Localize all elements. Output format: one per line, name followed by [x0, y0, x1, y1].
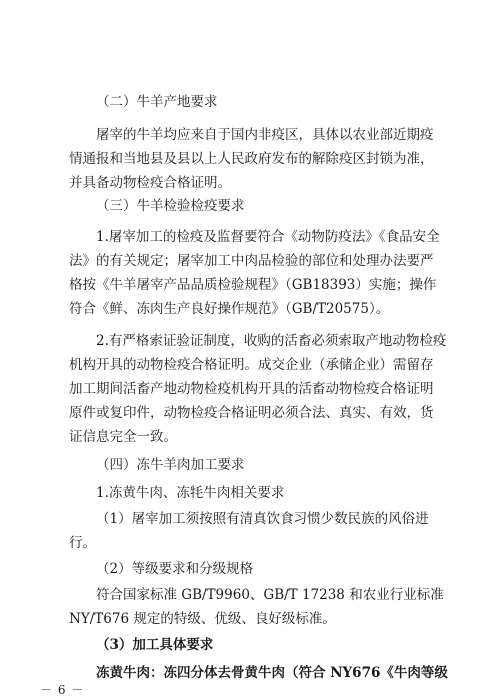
section-heading: （2）等级要求和分级规格 — [96, 561, 254, 577]
paragraph-line: 加工期间活畜产地动物检疫机构开具的活畜动物检疫合格证明 — [69, 381, 434, 397]
paragraph-line: 冻黄牛肉：冻四分体去骨黄牛肉（符合 NY676《牛肉等级 — [96, 665, 448, 681]
paragraph-line: 符合《鲜、冻肉生产良好操作规范》（GB/T20575）。 — [69, 301, 390, 317]
paragraph-line: （1）屠宰加工须按照有清真饮食习惯少数民族的风俗进 — [96, 511, 429, 527]
paragraph-line: 行。 — [69, 535, 96, 551]
paragraph-line: 情通报和当地县及县以上人民政府发布的解除疫区封锁为准， — [69, 151, 434, 167]
section-heading: 1.冻黄牛肉、冻牦牛肉相关要求 — [96, 485, 285, 501]
paragraph-line: 2.有严格索证验证制度，收购的活畜必须索取产地动物检疫 — [96, 333, 447, 349]
section-heading: （3）加工具体要求 — [96, 637, 214, 653]
section-heading: （二）牛羊产地要求 — [96, 94, 218, 110]
page-number: － 6 － — [40, 683, 85, 697]
section-heading: （三）牛羊检验检疫要求 — [96, 198, 245, 214]
paragraph-line: 原件或复印件，动物检疫合格证明必须合法、真实、有效，货 — [69, 405, 434, 421]
paragraph-line: 符合国家标准 GB/T9960、GB/T 17238 和农业行业标准 — [96, 587, 444, 603]
section-heading: （四）冻牛羊肉加工要求 — [96, 457, 245, 473]
paragraph-line: 格按《牛羊屠宰产品品质检验规程》（GB18393）实施；操作 — [69, 277, 437, 293]
paragraph-line: 1.屠宰加工的检疫及监督要符合《动物防疫法》《食品安全 — [96, 229, 440, 245]
paragraph-line: NY/T676 规定的特级、优级、良好级标准。 — [69, 611, 336, 627]
paragraph-line: 法》的有关规定；屠宰加工中肉品检验的部位和处理办法要严 — [69, 253, 434, 269]
paragraph-line: 机构开具的动物检疫合格证明。成交企业（承储企业）需留存 — [69, 357, 434, 373]
paragraph-line: 并具备动物检疫合格证明。 — [69, 175, 231, 191]
paragraph-line: 屠宰的牛羊均应来自于国内非疫区，具体以农业部近期疫 — [96, 127, 434, 143]
paragraph-line: 证信息完全一致。 — [69, 429, 177, 445]
